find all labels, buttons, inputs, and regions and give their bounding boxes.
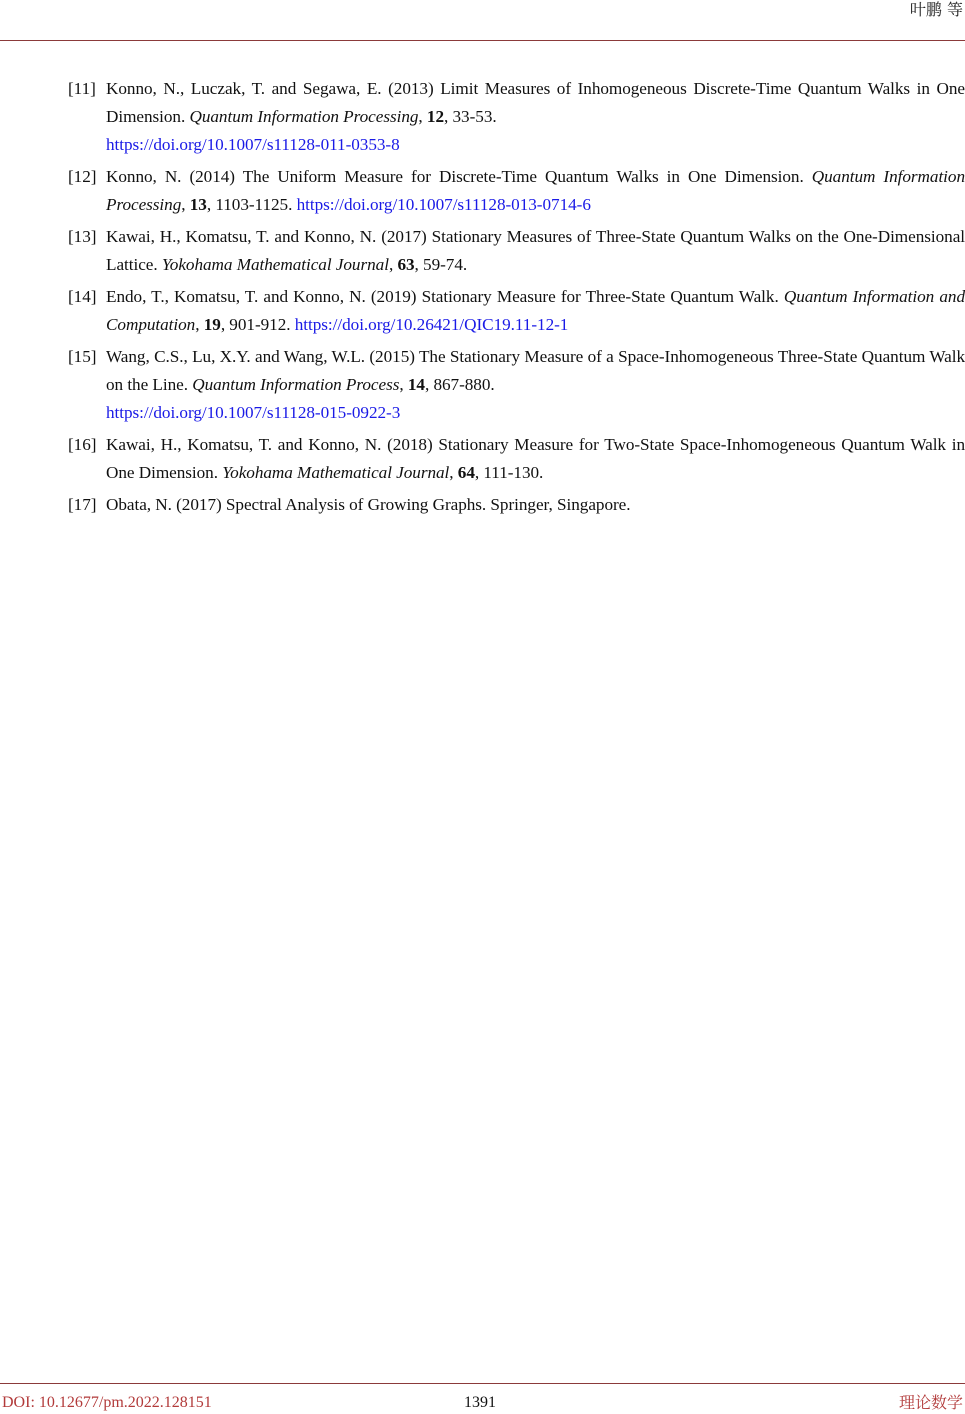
reference-list — [68, 75, 965, 523]
reference-doi-link[interactable]: https://doi.org/10.26421/QIC19.11-12-1 — [294, 315, 569, 334]
reference-volume: 64 — [457, 463, 475, 482]
reference-number: [17] — [68, 495, 97, 514]
reference-number: [16] — [68, 435, 97, 454]
header-divider — [0, 40, 965, 41]
reference-volume: 14 — [407, 375, 425, 394]
reference-journal: Yokohama Mathematical Journal — [222, 463, 450, 482]
reference-volume: 13 — [189, 195, 207, 214]
reference-text: Endo, T., Komatsu, T. and Konno, N. (2019) Stationary Measure for Three-State Quantum Walk. — [106, 287, 784, 306]
reference-doi-link[interactable]: https://doi.org/10.1007/s11128-013-0714-6 — [296, 195, 591, 214]
reference-journal: Quantum Information Processing — [106, 167, 965, 214]
reference-journal: Quantum Information and Computation — [106, 287, 965, 334]
reference-item: [11] Konno, N., Luczak, T. and Segawa, E. (2013) Limit Measures of Inhomogeneous Discrete-Time Quantum Walks in One Dimension. Quantum Information Processing, 12, 33-53. https://doi.org/10.1007/s11128-011-0353-8 — [68, 75, 965, 159]
reference-doi-link[interactable]: https://doi.org/10.1007/s11128-011-0353-8 — [106, 135, 400, 154]
reference-text: Obata, N. (2017) Spectral Analysis of Growing Graphs. Springer, Singapore. — [106, 495, 631, 514]
reference-pages: , 901-912. — [220, 315, 291, 334]
reference-journal: Quantum Information Process — [192, 375, 400, 394]
reference-text: Konno, N., Luczak, T. and Segawa, E. (2013) Limit Measures of Inhomogeneous Discrete-Time Quantum Walks in One Dimension. — [106, 79, 965, 126]
reference-volume: 63 — [397, 255, 415, 274]
reference-number: [11] — [68, 79, 96, 98]
reference-text: Konno, N. (2014) The Uniform Measure for Discrete-Time Quantum Walks in One Dimension. — [106, 167, 812, 186]
reference-item: [15] Wang, C.S., Lu, X.Y. and Wang, W.L. (2015) The Stationary Measure of a Space-Inhomogeneous Three-State Quantum Walk on the Line. Quantum Information Process, 14, 867-880. https://doi.org/10.1007/s11128-015-0922-3 — [68, 343, 965, 427]
running-header-authors: 叶鹏 等 — [909, 0, 963, 19]
reference-journal: Quantum Information Processing — [189, 107, 419, 126]
reference-pages: , 59-74. — [414, 255, 468, 274]
footer-journal-name: 理论数学 — [898, 1393, 963, 1412]
reference-number: [15] — [68, 347, 97, 366]
reference-number: [13] — [68, 227, 97, 246]
reference-pages: , 1103-1125. — [206, 195, 293, 214]
reference-volume: 12 — [426, 107, 445, 126]
footer-doi: DOI: 10.12677/pm.2022.128151 — [2, 1394, 212, 1411]
reference-item — [68, 491, 965, 519]
footer-divider — [0, 1383, 965, 1384]
reference-volume: 19 — [203, 315, 221, 334]
reference-item: [16] Kawai, H., Komatsu, T. and Konno, N. (2018) Stationary Measure for Two-State Space-Inhomogeneous Quantum Walk in One Dimension. Yokohama Mathematical Journal, 64, 111-130. — [68, 431, 965, 487]
reference-item: [13] Kawai, H., Komatsu, T. and Konno, N. (2017) Stationary Measures of Three-State Quantum Walks on the One-Dimensional Lattice. Yokohama Mathematical Journal, 63, 59-74. — [68, 223, 965, 279]
reference-journal: Yokohama Mathematical Journal — [161, 255, 389, 274]
reference-pages: , 111-130. — [474, 463, 544, 482]
reference-item: [14] Endo, T., Komatsu, T. and Konno, N. (2019) Stationary Measure for Three-State Quantum Walk. Quantum Information and Computation, 19, 901-912. https://doi.org/10.26421/QIC19.11-12-1 — [68, 283, 965, 339]
reference-pages: , 33-53. — [444, 107, 497, 126]
page-number: 1391 — [464, 1394, 496, 1411]
reference-number: [12] — [68, 167, 97, 186]
reference-text: Kawai, H., Komatsu, T. and Konno, N. (2018) Stationary Measure for Two-State Space-Inhomogeneous Quantum Walk in One Dimension. — [106, 435, 965, 482]
reference-pages: , 867-880. — [424, 375, 495, 394]
reference-text: Kawai, H., Komatsu, T. and Konno, N. (2017) Stationary Measures of Three-State Quantum Walks on the One-Dimensional Lattice. — [106, 227, 965, 274]
reference-number: [14] — [68, 287, 97, 306]
reference-text: Wang, C.S., Lu, X.Y. and Wang, W.L. (2015) The Stationary Measure of a Space-Inhomogeneous Three-State Quantum Walk on the Line. — [106, 347, 965, 394]
reference-doi-link[interactable]: https://doi.org/10.1007/s11128-015-0922-3 — [106, 403, 401, 422]
reference-item: [12] Konno, N. (2014) The Uniform Measure for Discrete-Time Quantum Walks in One Dimension. Quantum Information Processing, 13, 1103-1125. https://doi.org/10.1007/s11128-013-0714-6 — [68, 163, 965, 219]
